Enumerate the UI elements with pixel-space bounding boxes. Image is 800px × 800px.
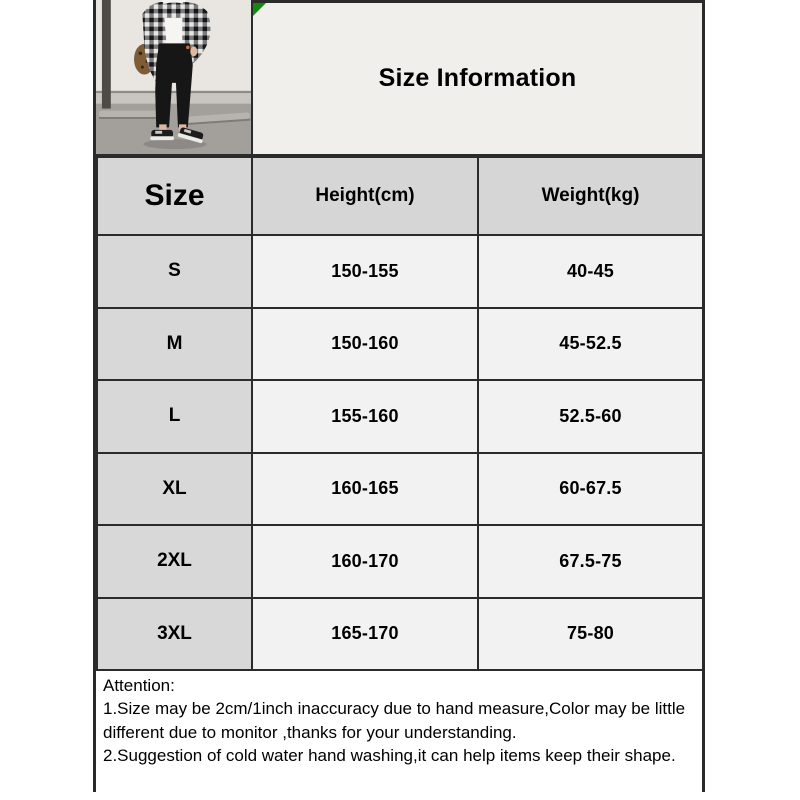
model-photo-illustration [96,0,251,154]
height-value: 160-165 [252,453,478,526]
weight-value: 45-52.5 [478,308,703,381]
table-row [97,453,703,526]
weight-value: 67.5-75 [478,525,703,598]
table-row [97,525,703,598]
product-photo [96,0,253,154]
column-header-weight: Weight(kg) [478,157,703,235]
weight-value: 40-45 [478,235,703,308]
green-corner-icon [253,3,266,16]
size-table [96,156,704,671]
page-title: Size Information [378,64,577,92]
height-value: 160-170 [252,525,478,598]
size-label: L [97,380,252,453]
weight-value: 75-80 [478,598,703,671]
size-label: 3XL [97,598,252,671]
top-row [96,0,702,156]
column-header-size: Size [97,157,252,235]
table-header-row [97,157,703,235]
weight-value: 60-67.5 [478,453,703,526]
weight-value: 52.5-60 [478,380,703,453]
height-value: 150-160 [252,308,478,381]
table-row [97,235,703,308]
size-chart-content [93,0,705,792]
size-label: 2XL [97,525,252,598]
attention-heading: Attention: [103,676,175,695]
attention-section [96,671,702,794]
attention-note-2: 2.Suggestion of cold water hand washing,it can help items keep their shape. [103,746,676,766]
height-value: 165-170 [252,598,478,671]
column-header-height: Height(cm) [252,157,478,235]
size-label: XL [97,453,252,526]
table-row [97,598,703,671]
height-value: 150-155 [252,235,478,308]
size-label: S [97,235,252,308]
height-value: 155-160 [252,380,478,453]
title-cell [253,0,702,154]
size-label: M [97,308,252,381]
table-row [97,308,703,381]
table-row [97,380,703,453]
attention-note-1: 1.Size may be 2cm/1inch inaccuracy due to hand measure,Color may be little different due to monitor ,thanks for your understanding. [103,699,686,742]
